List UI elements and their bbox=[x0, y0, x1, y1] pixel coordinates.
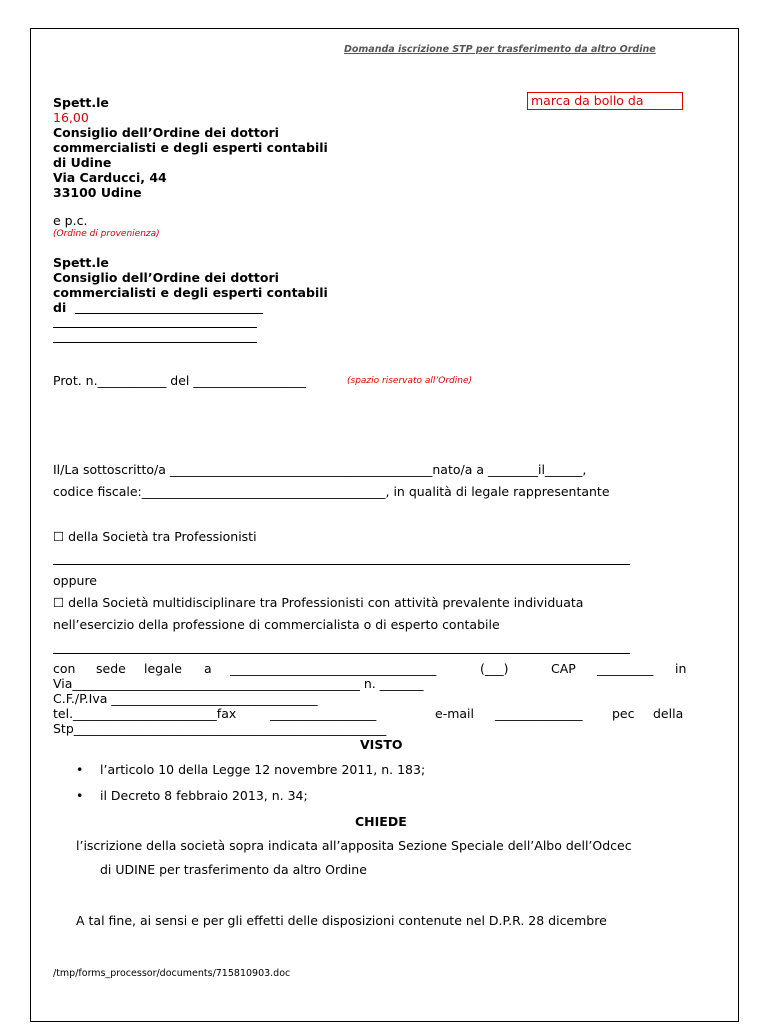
footer-path: /tmp/forms_processor/documents/715810903.doc bbox=[53, 968, 291, 979]
recipient-line: 33100 Udine bbox=[53, 185, 142, 200]
document-header-title: Domanda iscrizione STP per trasferimento da altro Ordine bbox=[344, 44, 656, 55]
recipient-line: Consiglio dell’Ordine dei dottori bbox=[53, 125, 279, 140]
sede-word: CAP bbox=[551, 661, 576, 676]
sede-word: a bbox=[204, 661, 212, 676]
sede-word: legale bbox=[144, 661, 182, 676]
stp-option-checkbox[interactable]: ☐ della Società tra Professionisti bbox=[53, 529, 257, 544]
bullet-icon: • bbox=[76, 788, 84, 803]
order-city-field[interactable] bbox=[53, 342, 257, 343]
recipient2-line: commercialisti e degli esperti contabili bbox=[53, 285, 328, 300]
recipient-line: di Udine bbox=[53, 155, 112, 170]
sede-word: con bbox=[53, 661, 76, 676]
order-name-field[interactable] bbox=[75, 313, 263, 314]
revenue-stamp-box: marca da bollo da bbox=[527, 92, 683, 110]
cc-label: e p.c. bbox=[53, 213, 88, 228]
recipient2-line: Consiglio dell’Ordine dei dottori bbox=[53, 270, 279, 285]
recipient-line: commercialisti e degli esperti contabili bbox=[53, 140, 328, 155]
oppure-label: oppure bbox=[53, 573, 97, 588]
recipient-salutation: Spett.le bbox=[53, 95, 109, 110]
cc-note: (Ordine di provenienza) bbox=[53, 229, 160, 239]
protocol-note: (spazio riservato all’Ordine) bbox=[347, 376, 473, 386]
company-name-field[interactable] bbox=[53, 564, 630, 565]
chiede-text: l’iscrizione della società sopra indicata all’apposita Sezione Speciale dell’Albo dell’Odcec bbox=[76, 838, 632, 853]
recipient-line: Via Carducci, 44 bbox=[53, 170, 167, 185]
bullet-icon: • bbox=[76, 762, 84, 777]
visto-title: VISTO bbox=[360, 737, 403, 752]
tel-fax-field[interactable]: tel._______________________fax bbox=[53, 706, 237, 721]
recipient2-salutation: Spett.le bbox=[53, 255, 109, 270]
email-field[interactable]: ______________ bbox=[495, 706, 583, 721]
protocol-line: Prot. n.___________ del __________________ bbox=[53, 373, 306, 388]
applicant-line: Il/La sottoscritto/a __________________________________________nato/a a ________il______, bbox=[53, 462, 587, 477]
via-field[interactable]: Via______________________________________________ n. _______ bbox=[53, 676, 424, 691]
chiede-title: CHIEDE bbox=[355, 814, 407, 829]
sede-city-field[interactable]: _________________________________ bbox=[230, 661, 437, 676]
company-name-field-2[interactable] bbox=[53, 653, 630, 654]
sede-word: sede bbox=[96, 661, 126, 676]
vat-field[interactable]: C.F./P.Iva _________________________________ bbox=[53, 691, 318, 706]
chiede-text-2: di UDINE per trasferimento da altro Ordine bbox=[100, 862, 367, 877]
visto-item: il Decreto 8 febbraio 2013, n. 34; bbox=[100, 788, 308, 803]
order-address-field[interactable] bbox=[53, 327, 257, 328]
pec-label: pec bbox=[612, 706, 635, 721]
closing-text: A tal fine, ai sensi e per gli effetti delle disposizioni contenute nel D.P.R. 28 dicembre bbox=[76, 913, 607, 928]
stp-pec-field[interactable]: Stp__________________________________________________ bbox=[53, 721, 387, 736]
cap-field[interactable]: _________ bbox=[597, 661, 654, 676]
recipient2-di: di bbox=[53, 300, 67, 315]
sede-word: in bbox=[675, 661, 687, 676]
tax-code-line: codice fiscale:_______________________________________, in qualità di legale rappresentante bbox=[53, 484, 610, 499]
sede-province-field[interactable]: (___) bbox=[480, 661, 509, 676]
fax-field[interactable]: _________________ bbox=[270, 706, 377, 721]
stamp-value: 16,00 bbox=[53, 110, 89, 125]
della-label: della bbox=[653, 706, 684, 721]
visto-item: l’articolo 10 della Legge 12 novembre 2011, n. 183; bbox=[100, 762, 426, 777]
multidisciplinary-option-text: nell’esercizio della professione di commercialista o di esperto contabile bbox=[53, 617, 500, 632]
multidisciplinary-option-checkbox[interactable]: ☐ della Società multidisciplinare tra Professionisti con attività prevalente individuata bbox=[53, 595, 584, 610]
email-label: e-mail bbox=[435, 706, 474, 721]
